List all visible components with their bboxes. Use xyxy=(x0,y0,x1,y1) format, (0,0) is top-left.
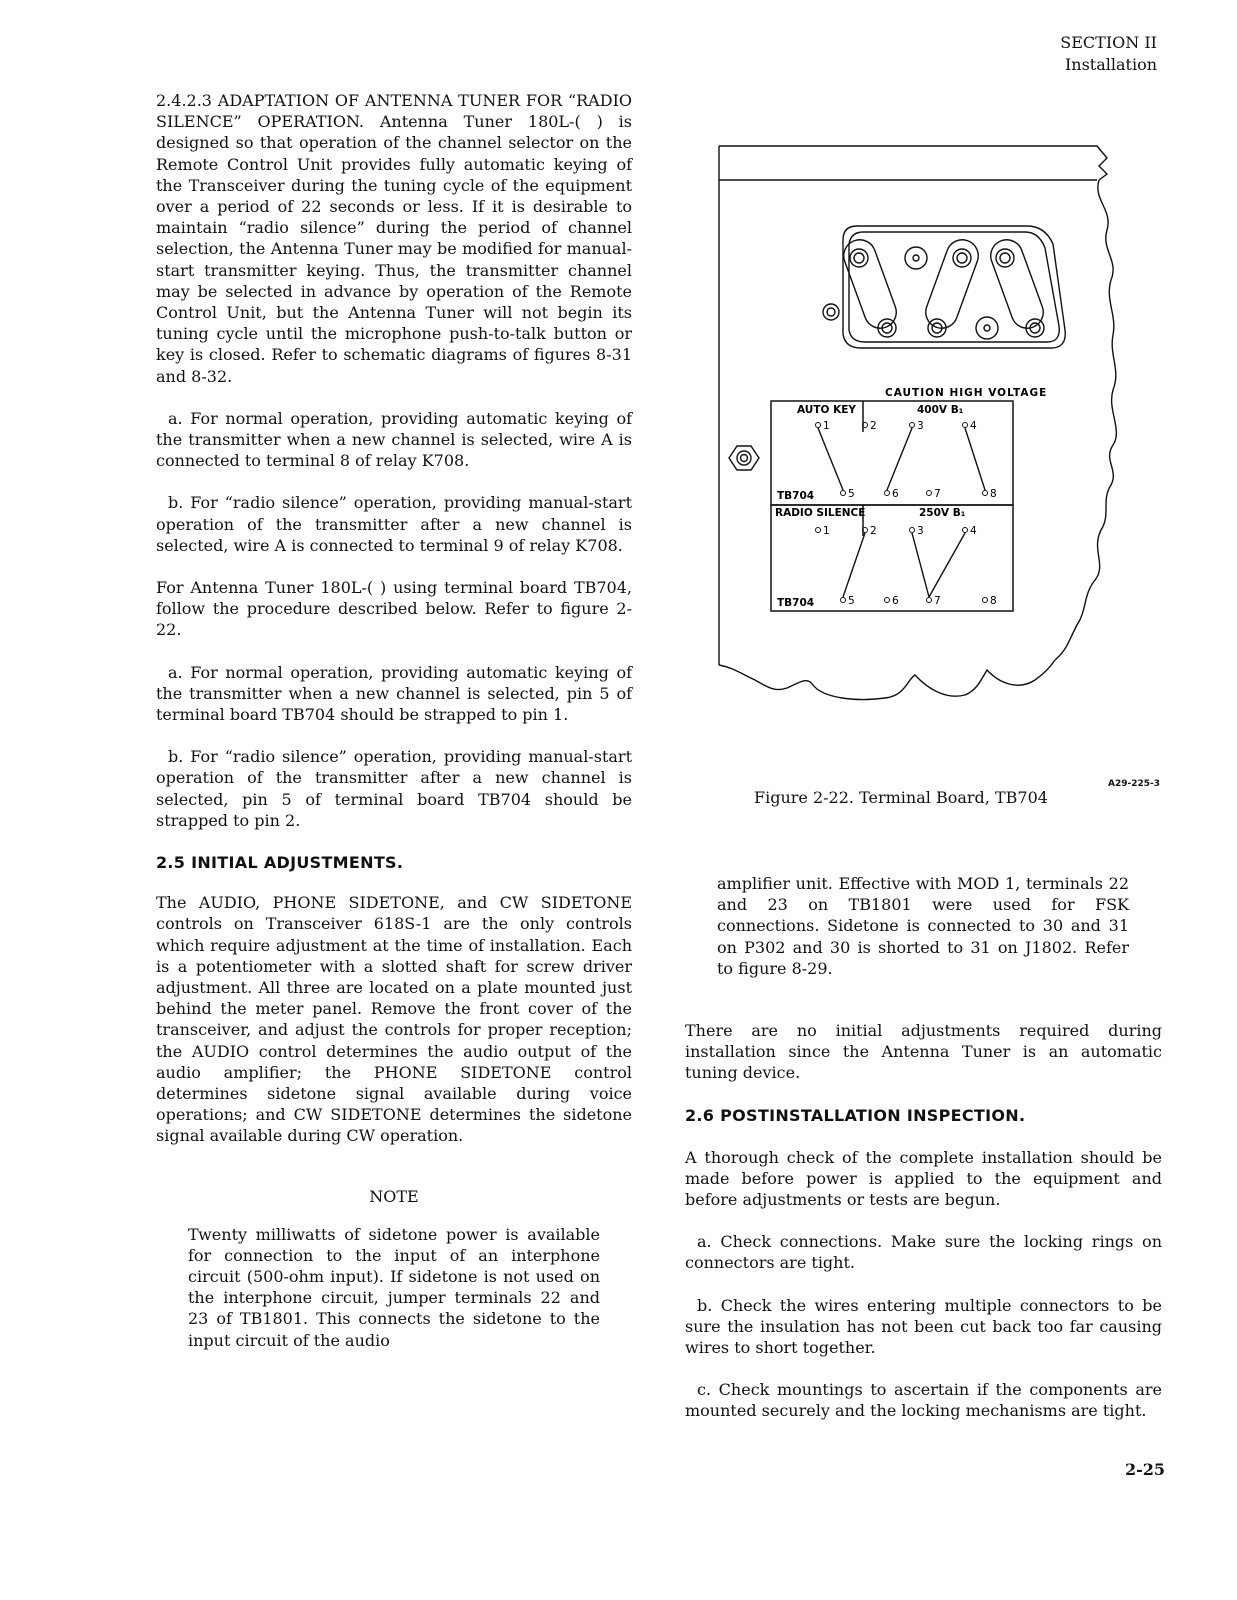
caution-label: CAUTION HIGH VOLTAGE xyxy=(885,387,1048,399)
torn-bottom-edge xyxy=(719,660,1055,699)
pin-8-bottom: 8 xyxy=(990,595,997,607)
pin-6-bottom: 6 xyxy=(892,595,899,607)
paragraph-a-relay: a. For normal operation, providing automatic keying of the transmitter when a new channel is selected, wire A is connected to terminal 8 of relay K708. xyxy=(156,408,632,471)
paragraph-b-strap: b. For “radio silence” operation, providing manual-start operation of the transmitter after a new channel is selected, pin 5 of terminal board TB704 should be strapped to pin 2. xyxy=(156,747,632,830)
v250-label: 250V B₁ xyxy=(919,507,966,519)
pin-6-top: 6 xyxy=(892,488,899,500)
v400-label: 400V B₁ xyxy=(917,404,964,416)
pin-2-top: 2 xyxy=(870,420,877,432)
strap-3-6 xyxy=(887,428,912,490)
figure-caption: Figure 2-22. Terminal Board, TB704 xyxy=(754,788,1048,807)
page-number: 2-25 xyxy=(1124,1460,1165,1479)
paragraph-check-wires: b. Check the wires entering multiple connectors to be sure the insulation has not been cut back too far causing wires to short together. xyxy=(685,1295,1162,1358)
left-column xyxy=(156,90,632,1351)
pin-2-bottom: 2 xyxy=(870,525,877,537)
section-header xyxy=(1060,32,1157,76)
plug-plate xyxy=(839,226,1065,348)
pin-5-bottom: 5 xyxy=(848,595,855,607)
note-text: Twenty milliwatts of sidetone power is available for connection to the input of an interphone circuit (500-ohm input). If sidetone is not used on the interphone circuit, jumper terminals 22 and 23 of TB1801. This connects the sidetone to the input circuit of the audio xyxy=(188,1224,600,1350)
pin-7-top: 7 xyxy=(934,488,941,500)
heading-2-6: 2.6 POSTINSTALLATION INSPECTION. xyxy=(685,1105,1026,1125)
note-title: NOTE xyxy=(369,1186,419,1206)
note-continued xyxy=(717,873,1129,979)
pin-7-bottom: 7 xyxy=(934,595,941,607)
pin-4-top: 4 xyxy=(970,420,977,432)
mounting-screw xyxy=(823,304,839,320)
heading-2-5: 2.5 INITIAL ADJUSTMENTS. xyxy=(156,853,404,873)
paragraph-check-mountings: c. Check mountings to ascertain if the components are mounted securely and the locking mechanisms are tight. xyxy=(685,1380,1162,1421)
strap-2-5 xyxy=(843,533,865,597)
section-title: SECTION II xyxy=(1060,33,1157,52)
paragraph-no-adjustments: There are no initial adjustments required during installation since the Antenna Tuner is an automatic tuning device. xyxy=(685,1021,1162,1083)
torn-right-edge xyxy=(1055,180,1116,660)
pin-1-top: 1 xyxy=(823,420,830,432)
paragraph-check-connections: a. Check connections. Make sure the locking rings on connectors are tight. xyxy=(685,1232,1162,1273)
pin-4-bottom: 4 xyxy=(970,525,977,537)
strap-1-5 xyxy=(818,428,843,490)
paragraph-2-6: A thorough check of the complete installation should be made before power is applied to the equipment and before adjustments or tests are begun. xyxy=(685,1147,1162,1210)
tb704-label-top: TB704 xyxy=(777,490,815,502)
section-subtitle: Installation xyxy=(1064,55,1157,74)
figure-2-22 xyxy=(715,140,1135,710)
right-column xyxy=(685,1020,1162,1422)
tb704-label-bottom: TB704 xyxy=(777,597,815,609)
paragraph-a-strap: a. For normal operation, providing automatic keying of the transmitter when a new channel is selected, pin 5 of terminal board TB704 should be strapped to pin 1. xyxy=(156,662,632,725)
strap-4-8 xyxy=(965,428,985,490)
hex-nut xyxy=(729,446,759,470)
pin-3-bottom: 3 xyxy=(917,525,924,537)
strap-4-7 xyxy=(929,533,965,597)
radio-silence-label: RADIO SILENCE xyxy=(775,507,866,519)
pin-8-top: 8 xyxy=(990,488,997,500)
pin-5-top: 5 xyxy=(848,488,855,500)
paragraph-2-4-2-3: 2.4.2.3 ADAPTATION OF ANTENNA TUNER FOR “RADIO SILENCE” OPERATION. Antenna Tuner 180L-( ) is designed so that operation of the channel selector on the Remote Control Unit provides fully automatic keying of the Transceiver during the tuning cycle of the equipment over a period of 22 seconds or less. If it is desirable to maintain “radio silence” during the period of channel selection, the Antenna Tuner may be modified for manual-start transmitter keying. Thus, the transmitter channel may be selected in advance by operation of the Remote Control Unit, but the Antenna Tuner will not begin its tuning cycle until the microphone push-to-talk button or key is closed. Refer to schematic diagrams of figures 8-31 and 8-32. xyxy=(156,91,632,386)
pin-3-top: 3 xyxy=(917,420,924,432)
auto-key-label: AUTO KEY xyxy=(797,404,856,416)
pin-1-bottom: 1 xyxy=(823,525,830,537)
paragraph-tb704: For Antenna Tuner 180L-( ) using terminal board TB704, follow the procedure described below. Refer to figure 2-22. xyxy=(156,578,632,640)
panel-top-edge xyxy=(719,146,1107,180)
note-continued-text: amplifier unit. Effective with MOD 1, terminals 22 and 23 on TB1801 were used for FSK connections. Sidetone is connected to 30 and 31 on P302 and 30 is shorted to 31 on J1802. Refer to figure 8-29. xyxy=(717,874,1129,978)
strap-3-7 xyxy=(912,533,929,597)
paragraph-2-5: The AUDIO, PHONE SIDETONE, and CW SIDETONE controls on Transceiver 618S-1 are the only controls which require adjustment at the time of installation. Each is a potentiometer with a slotted shaft for screw driver adjustment. All three are located on a plate mounted just behind the meter panel. Remove the front cover of the transceiver, and adjust the controls for proper reception; the AUDIO control determines the audio output of the audio amplifier; the PHONE SIDETONE control determines sidetone signal available during voice operations; and CW SIDETONE determines the sidetone signal available during CW operation. xyxy=(156,893,632,1146)
paragraph-b-relay: b. For “radio silence” operation, providing manual-start operation of the transmitter after a new channel is selected, wire A is connected to terminal 9 of relay K708. xyxy=(156,493,632,555)
terminal-board-diagram xyxy=(715,140,1135,710)
figure-code: A29-225-3 xyxy=(1108,779,1161,789)
